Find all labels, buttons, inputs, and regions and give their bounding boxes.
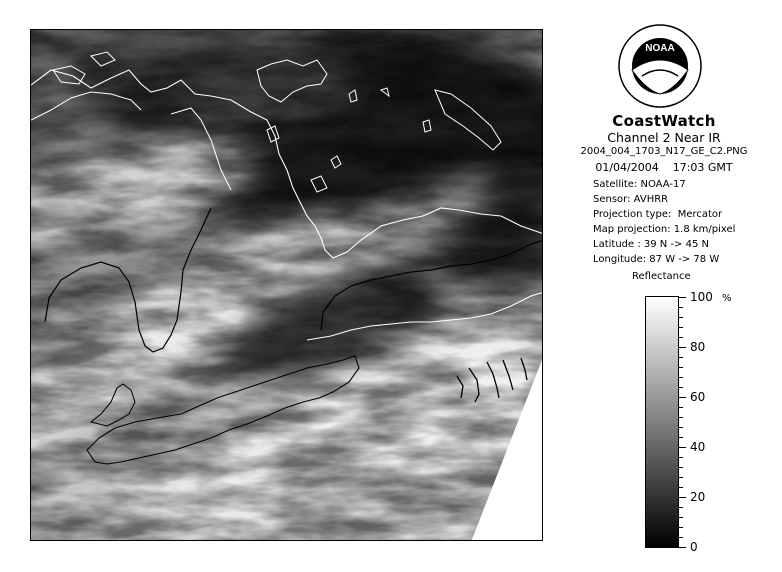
noaa-logo	[618, 24, 702, 108]
colorbar	[645, 296, 679, 548]
meta-satellite: Satellite: NOAA-17	[593, 179, 686, 190]
colorbar-minor-tick	[679, 457, 683, 458]
colorbar-minor-tick	[679, 527, 683, 528]
colorbar-tick-label: 80	[690, 340, 706, 354]
colorbar-tick-label: 20	[690, 490, 706, 504]
colorbar-minor-tick	[679, 467, 683, 468]
meta-latitude: Latitude : 39 N -> 45 N	[593, 239, 709, 250]
map-svg	[31, 30, 543, 541]
colorbar-minor-tick	[679, 437, 683, 438]
colorbar-tick-label: 0	[690, 540, 698, 554]
colorbar-tick-label: 40	[690, 440, 706, 454]
colorbar-minor-tick	[679, 317, 683, 318]
app-title: CoastWatch	[612, 112, 716, 130]
colorbar-minor-tick	[679, 477, 683, 478]
colorbar-unit: %	[722, 293, 732, 304]
channel-subtitle: Channel 2 Near IR	[607, 130, 721, 145]
colorbar-tick-label: 60	[690, 390, 706, 404]
meta-sensor: Sensor: AVHRR	[593, 194, 669, 205]
colorbar-minor-tick	[679, 327, 683, 328]
colorbar-minor-tick	[679, 367, 683, 368]
colorbar-major-tick	[679, 347, 686, 348]
colorbar-minor-tick	[679, 387, 683, 388]
meta-longitude: Longitude: 87 W -> 78 W	[593, 254, 720, 265]
colorbar-minor-tick	[679, 337, 683, 338]
colorbar-minor-tick	[679, 307, 683, 308]
colorbar-minor-tick	[679, 427, 683, 428]
meta-map-projection: Map projection: 1.8 km/pixel	[593, 224, 736, 235]
file-name: 2004_004_1703_N17_GE_C2.PNG	[580, 146, 748, 157]
colorbar-minor-tick	[679, 537, 683, 538]
colorbar-major-tick	[679, 447, 686, 448]
meta-projection-type: Projection type: Mercator	[593, 209, 723, 220]
colorbar-tick-label: 100	[690, 290, 713, 304]
satellite-image	[30, 29, 543, 541]
colorbar-minor-tick	[679, 517, 683, 518]
svg-text:NOAA: NOAA	[645, 43, 675, 54]
colorbar-minor-tick	[679, 507, 683, 508]
colorbar-minor-tick	[679, 357, 683, 358]
colorbar-minor-tick	[679, 377, 683, 378]
colorbar-major-tick	[679, 497, 686, 498]
colorbar-major-tick	[679, 547, 686, 548]
colorbar-major-tick	[679, 397, 686, 398]
date-time: 01/04/2004 17:03 GMT	[595, 161, 733, 174]
colorbar-minor-tick	[679, 417, 683, 418]
colorbar-minor-tick	[679, 407, 683, 408]
colorbar-minor-tick	[679, 487, 683, 488]
colorbar-title: Reflectance	[632, 271, 691, 282]
colorbar-major-tick	[679, 297, 686, 298]
